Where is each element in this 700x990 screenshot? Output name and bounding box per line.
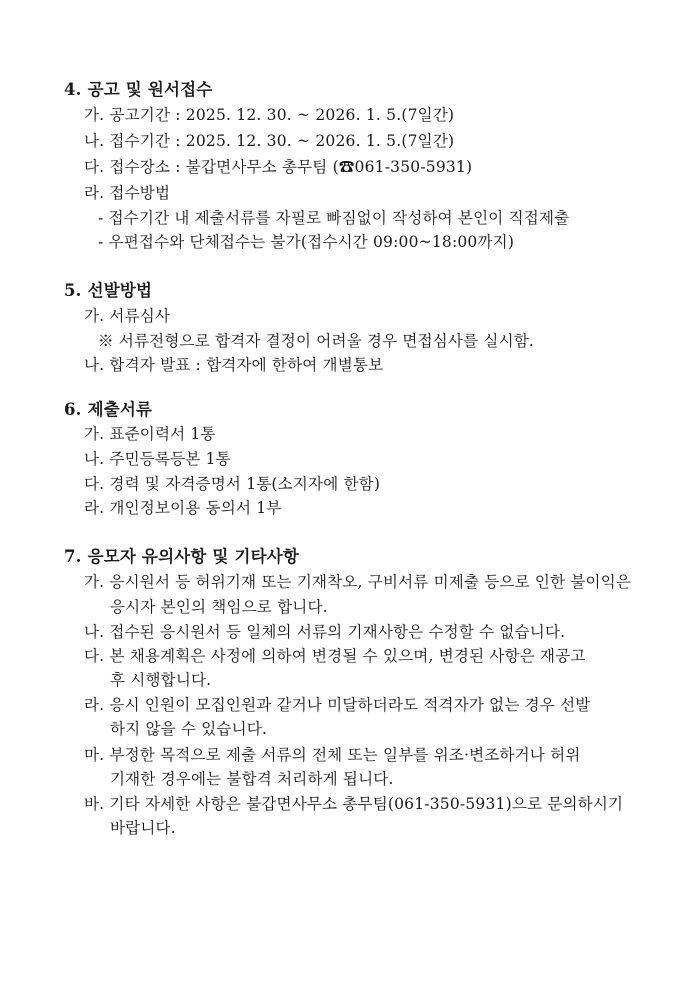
required-doc-resume: 가. 표준이력서 1통 [84,425,216,443]
notice-da-cont: 후 시행합니다. [110,671,212,689]
notice-ma-cont: 기재한 경우에는 불합격 처리하게 됩니다. [110,770,394,788]
notice-da: 다. 본 채용계획은 사정에 의하여 변경될 수 있으며, 변경된 사항은 재공고 [84,647,586,665]
notice-ga: 가. 응시원서 등 허위기재 또는 기재착오, 구비서류 미제출 등으로 인한 불이익은 [84,573,632,591]
notice-ra: 라. 응시 인원이 모집인원과 같거나 미달하더라도 적격자가 없는 경우 선발 [84,696,591,714]
notice-na: 나. 접수된 응시원서 등 일체의 서류의 기재사항은 수정할 수 없습니다. [84,623,566,641]
notice-ma: 마. 부정한 목적으로 제출 서류의 전체 또는 일부를 위조·변조하거나 허위 [84,746,581,764]
section-6-heading: 6. 제출서류 [64,400,153,419]
application-method-detail-1: - 접수기간 내 제출서류를 자필로 빠짐없이 작성하여 본인이 직접제출 [98,209,570,227]
required-doc-privacy-consent: 라. 개인정보이용 동의서 1부 [84,499,282,517]
result-announcement: 나. 합격자 발표 : 합격자에 한하여 개별통보 [84,356,384,374]
notice-ba: 바. 기타 자세한 사항은 불갑면사무소 총무팀(061-350-5931)으로 문의하시기 [84,795,624,813]
screening-note: ※ 서류전형으로 합격자 결정이 어려울 경우 면접심사를 실시함. [98,332,535,350]
notice-ga-cont: 응시자 본인의 책임으로 합니다. [110,598,328,616]
required-doc-certificate: 다. 경력 및 자격증명서 1통(소지자에 한함) [84,475,381,493]
application-method-detail-2: - 우편접수와 단체접수는 불가(접수시간 09:00~18:00까지) [98,233,515,251]
notice-ba-cont: 바랍니다. [110,819,176,837]
required-doc-resident-register: 나. 주민등록등본 1통 [84,450,231,468]
notice-ra-cont: 하지 않을 수 있습니다. [110,720,268,738]
application-method: 라. 접수방법 [84,184,171,202]
document-screening: 가. 서류심사 [84,307,171,325]
posting-period: 가. 공고기간 : 2025. 12. 30. ~ 2026. 1. 5.(7일간) [84,106,455,124]
application-period: 나. 접수기간 : 2025. 12. 30. ~ 2026. 1. 5.(7일간) [84,132,455,150]
application-location: 다. 접수장소 : 불갑면사무소 총무팀 (☎061-350-5931) [84,158,473,176]
section-5-heading: 5. 선발방법 [64,281,153,300]
section-4-heading: 4. 공고 및 원서접수 [64,80,213,99]
section-7-heading: 7. 응모자 유의사항 및 기타사항 [64,547,300,566]
